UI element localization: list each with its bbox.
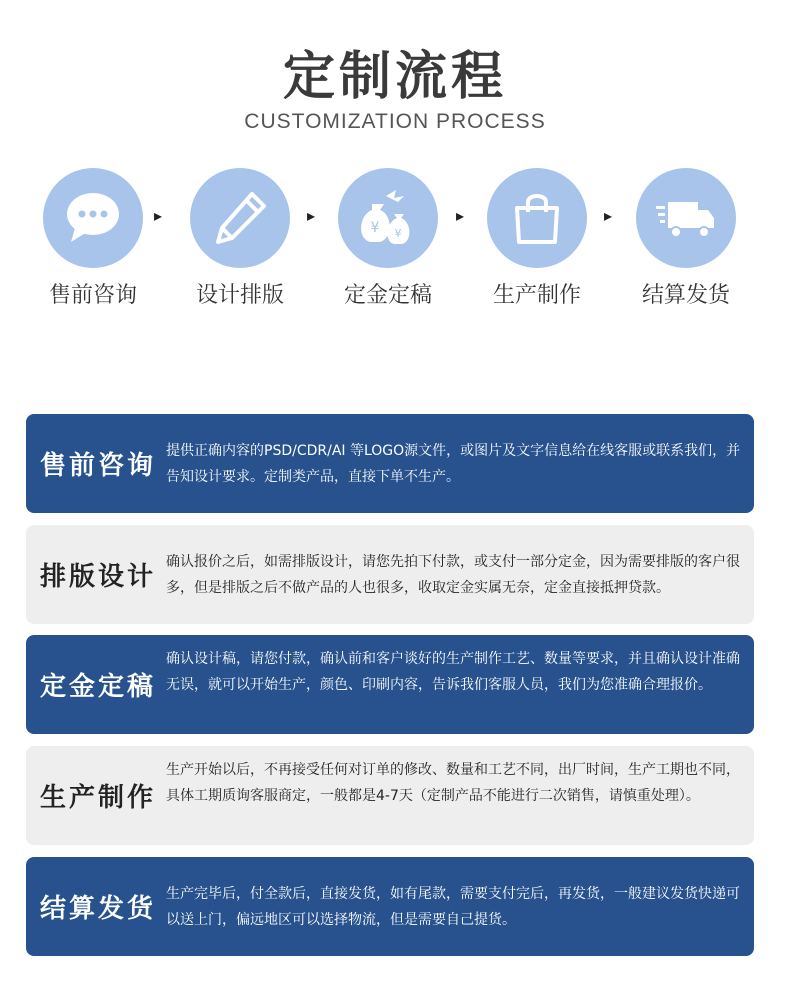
step-deposit-finalize [323,168,453,309]
step-label: 设计排版 [195,283,284,308]
arrow-icon: ▸ [604,206,613,225]
process-card-layout-design [26,525,754,624]
step-label: 售前咨询 [48,283,137,308]
step-circle [43,168,143,268]
process-card-production [26,746,754,845]
process-card-shipping [26,857,754,956]
svg-text:¥: ¥ [370,220,380,236]
step-production [472,168,602,309]
card-title: 售前咨询 [40,451,157,481]
process-card-presale [26,414,754,513]
card-title: 结算发货 [40,894,157,924]
card-description: 确认设计稿，请您付款，确认前和客户谈好的生产制作工艺、数量等要求，并且确认设计准确无误，就可以开始生产，颜色、印刷内容，告诉我们客服人员，我们为您准确合理报价。 [166,651,740,693]
card-description: 生产开始以后，不再接受任何对订单的修改、数量和工艺不同，出厂时间，生产工期也不同，具体工期质询客服商定，一般都是4-7天（定制产品不能进行二次销售，请慎重处理）。 [166,762,740,804]
shopping-bag-icon [505,186,569,250]
step-settle-ship [621,168,751,309]
card-title: 生产制作 [40,783,157,813]
arrow-icon: ▸ [456,206,465,225]
page-title: 定制流程 [282,47,507,107]
card-description: 提供正确内容的PSD/CDR/AI 等LOGO源文件，或图片及文字信息给在线客服或联系我们，并告知设计要求。定制类产品，直接下单不生产。 [166,443,741,485]
step-label: 结算发货 [641,283,730,308]
svg-text:¥: ¥ [394,227,402,240]
step-circle [190,168,290,268]
delivery-truck-icon [654,186,718,250]
chat-bubble-icon [61,186,125,250]
card-title: 排版设计 [40,562,157,592]
arrow-icon: ▸ [154,206,163,225]
process-card-deposit [26,635,754,734]
step-circle [487,168,587,268]
page-subtitle: CUSTOMIZATION PROCESS [244,110,546,133]
card-title: 定金定稿 [40,672,157,702]
step-label: 定金定稿 [343,283,432,308]
card-description: 确认报价之后，如需排版设计，请您先拍下付款，或支付一部分定金，因为需要排版的客户很多，但是排版之后不做产品的人也很多，收取定金实属无奈，定金直接抵押贷款。 [166,554,740,596]
step-circle [636,168,736,268]
step-label: 生产制作 [492,283,581,308]
arrow-icon: ▸ [307,206,316,225]
card-description: 生产完毕后，付全款后，直接发货，如有尾款，需要支付完后，再发货，一般建议发货快递可以送上门，偏远地区可以选择物流，但是需要自己提货。 [166,886,740,928]
money-bags-icon [356,186,420,250]
step-design-layout [175,168,305,309]
pencil-icon [208,186,272,250]
step-presale-consult [28,168,158,309]
step-circle [338,168,438,268]
